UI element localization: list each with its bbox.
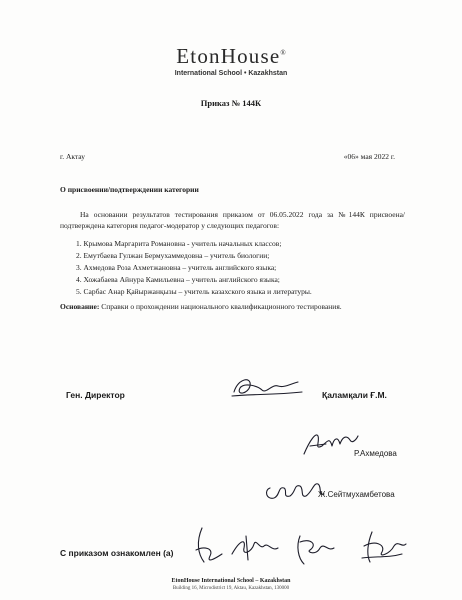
logo [0, 44, 462, 69]
order-paragraph: На основании результатов тестирования приказом от 06.05.2022 года за №144К присвоена/подтверждена категория педагог-модератор у следующих педагогов: [60, 210, 405, 230]
teacher-item: 5. Сарбас Анар Қайыржанқызы – учитель казахского языка и литературы. [76, 287, 312, 296]
logo-subtitle: International School • Kazakhstan [174, 70, 288, 77]
signature-1 [188, 524, 232, 570]
signature-ahmedova [300, 428, 362, 460]
teacher-item: 4. Хожабаева Айнура Камильевна – учитель английского языка; [76, 275, 280, 284]
teacher-item: 1. Крымова Маргарита Романовна - учитель начальных классов; [76, 239, 282, 248]
order-city: г. Актау [60, 152, 86, 161]
order-title: Приказ № 144К [200, 98, 262, 108]
signatory-ahmedova: Р.Ахмедова [354, 449, 397, 458]
teacher-item: 3. Ахмедова Роза Ахметжановна – учитель английского языка; [76, 263, 277, 272]
footer-address: Building 16, Microdistrict 19, Aktau, Kazakhstan, 130000 [172, 586, 290, 591]
signature-4 [358, 528, 408, 568]
signatory-seitmukhambetova: Ж.Сейтмухамбетова [318, 490, 395, 499]
acknowledged-label: С приказом ознакомлен (а) [60, 548, 174, 558]
order-basis [60, 302, 405, 311]
teacher-item: 2. Емутбаева Гулжан Бермухаммедовна – учитель биологии; [76, 251, 270, 260]
order-subject: О присвоении/подтверждении категории [60, 185, 199, 194]
order-date: «06» мая 2022 г. [343, 152, 395, 161]
director-signature [228, 372, 308, 402]
signature-2 [228, 532, 280, 566]
basis-label: Основание: [60, 302, 100, 311]
footer-school: EtonHouse International School – Kazakhstan [171, 578, 291, 584]
director-role: Ген. Директор [66, 390, 125, 400]
basis-text: Справки о прохождении национального квалификационного тестирования. [101, 302, 342, 311]
logo-text: EtonHouse [176, 44, 281, 68]
signature-3 [290, 530, 338, 570]
registered-mark: ® [280, 49, 286, 57]
director-name: Қаламқали Ғ.М. [322, 390, 387, 400]
